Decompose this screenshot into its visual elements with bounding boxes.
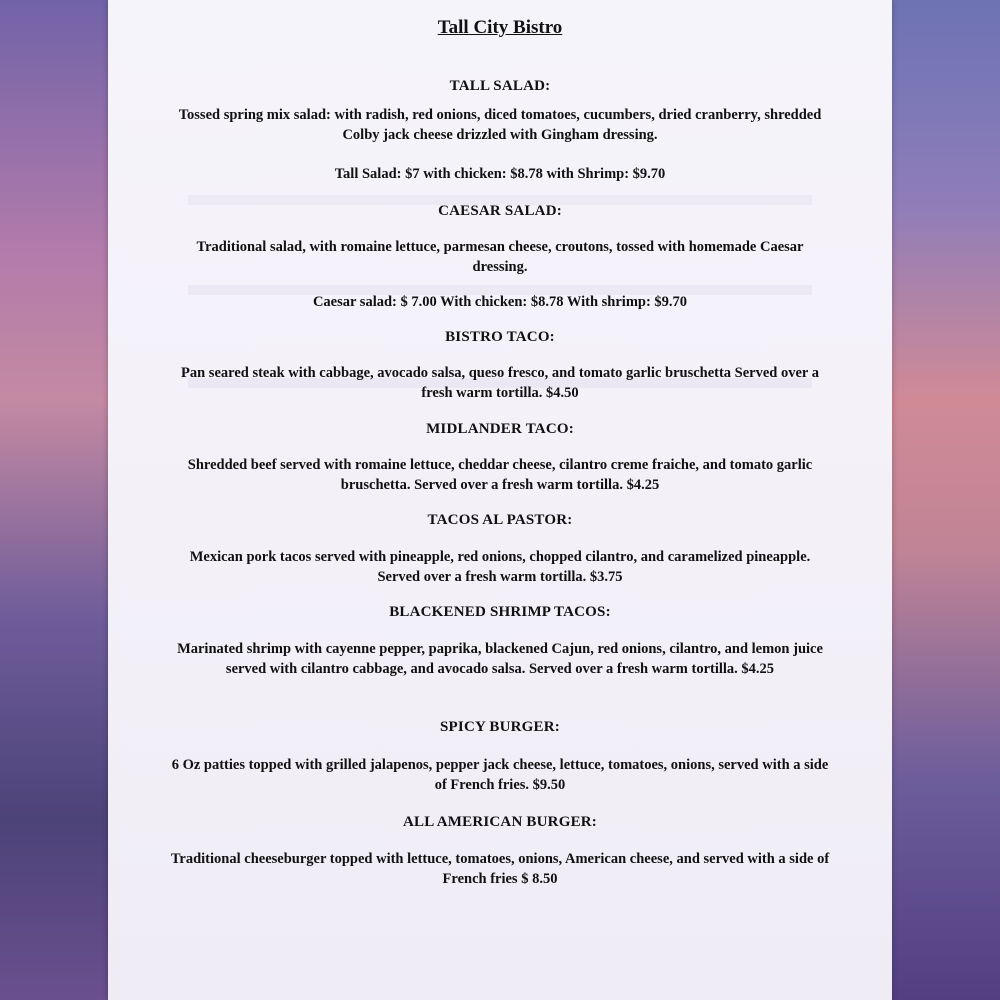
background-right <box>892 0 1000 1000</box>
section-heading: ALL AMERICAN BURGER: <box>402 814 598 830</box>
section-heading: BLACKENED SHRIMP TACOS: <box>389 604 611 620</box>
section-heading: CAESAR SALAD: <box>438 203 562 219</box>
section-description: Tossed spring mix salad: with radish, red onions, diced tomatoes, cucumbers, dried cranberry, shredded Colby jack cheese drizzled with Gingham dressing. <box>178 107 822 143</box>
section-heading: TACOS AL PASTOR: <box>427 512 573 528</box>
section-heading: BISTRO TACO: <box>445 329 555 345</box>
background-left <box>0 0 108 1000</box>
section-description: Marinated shrimp with cayenne pepper, paprika, blackened Cajun, red onions, cilantro, and lemon juice served with cilantro cabbage, and avocado salsa. Served over a fresh warm tortilla. $4.25 <box>177 641 823 677</box>
section-description: Traditional cheeseburger topped with lettuce, tomatoes, onions, American cheese, and served with a side of French fries $ 8.50 <box>170 851 830 887</box>
section-description: 6 Oz patties topped with grilled jalapenos, pepper jack cheese, lettuce, tomatoes, onions, served with a side of French fries. $9.50 <box>171 757 829 793</box>
section-description: Shredded beef served with romaine lettuce, cheddar cheese, cilantro creme fraiche, and tomato garlic bruschetta. Served over a fresh warm tortilla. $4.25 <box>187 457 813 493</box>
menu-title: Tall City Bistro <box>437 17 563 38</box>
menu-page <box>108 0 892 1000</box>
section-description: Traditional salad, with romaine lettuce, parmesan cheese, croutons, tossed with homemade Caesar dressing. <box>196 239 804 275</box>
price-line: Caesar salad: $ 7.00 With chicken: $8.78 With shrimp: $9.70 <box>312 294 688 310</box>
price-line: Tall Salad: $7 with chicken: $8.78 with Shrimp: $9.70 <box>334 166 666 182</box>
section-heading: MIDLANDER TACO: <box>426 421 574 437</box>
section-heading: SPICY BURGER: <box>440 719 560 735</box>
section-description: Pan seared steak with cabbage, avocado salsa, queso fresco, and tomato garlic bruschetta Served over a fresh warm tortilla. $4.50 <box>181 365 819 401</box>
section-heading: TALL SALAD: <box>449 78 551 94</box>
section-description: Mexican pork tacos served with pineapple, red onions, chopped cilantro, and caramelized pineapple. Served over a fresh warm tortilla. $3.75 <box>189 549 811 585</box>
